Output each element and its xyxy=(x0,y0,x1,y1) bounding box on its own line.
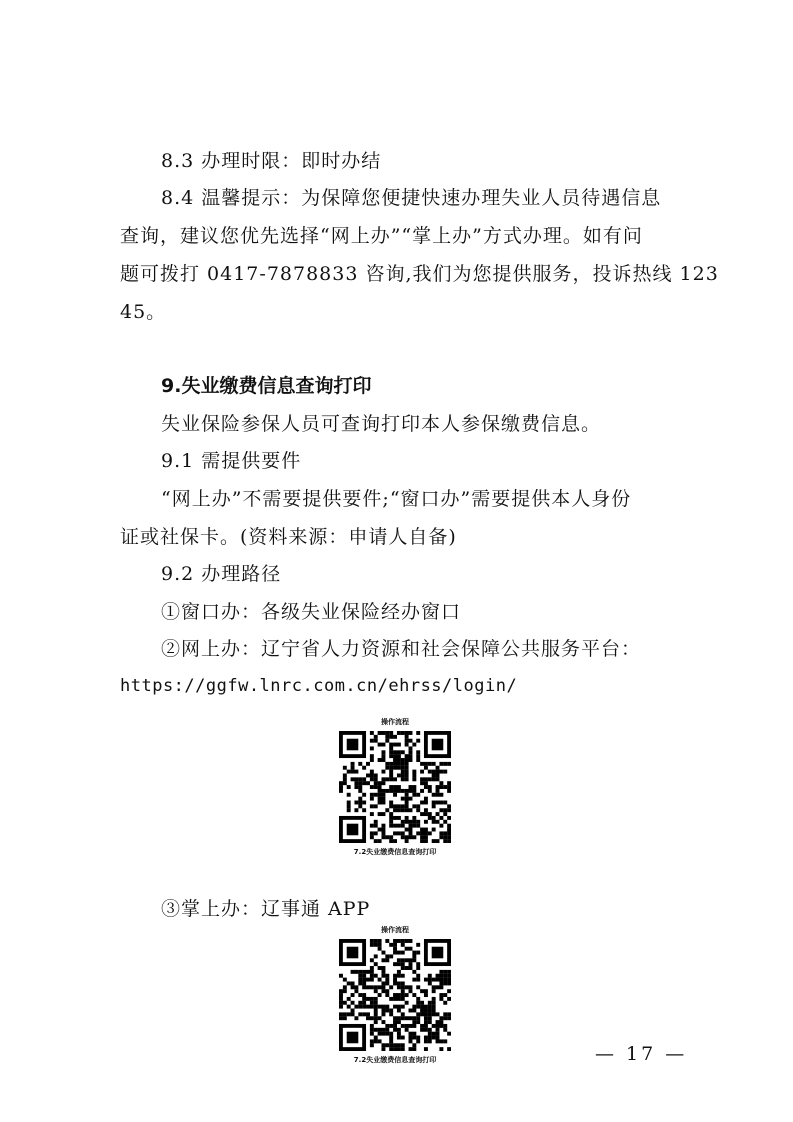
qr-top-caption: 操作流程 xyxy=(381,718,409,726)
section-9-title: 9.失业缴费信息查询打印 xyxy=(161,375,372,397)
qr-code-block-app xyxy=(331,925,459,1065)
section-9-2-item-3: ③掌上办：辽事通 APP xyxy=(161,898,371,920)
qr-code-block-web xyxy=(331,717,459,857)
qr-bottom-caption: 7.2失业缴费信息查询打印 xyxy=(353,1056,437,1064)
section-8-4-line-1: 8.4 温馨提示：为保障您便捷快速办理失业人员待遇信息 xyxy=(161,187,662,209)
section-9-1-line-2: 证或社保卡。(资料来源：申请人自备) xyxy=(120,526,457,548)
section-9-2-title: 9.2 办理路径 xyxy=(161,563,282,585)
section-8-4-line-4: 45。 xyxy=(120,301,167,323)
section-9-2-item-2: ②网上办：辽宁省人力资源和社会保障公共服务平台： xyxy=(161,638,642,660)
section-8-3: 8.3 办理时限：即时办结 xyxy=(161,150,382,172)
qr-bottom-caption: 7.2失业缴费信息查询打印 xyxy=(353,848,437,856)
qr-top-caption: 操作流程 xyxy=(381,926,409,934)
section-8-4-line-3: 题可拨打 0417-7878833 咨询,我们为您提供服务，投诉热线 123 xyxy=(120,263,719,285)
page-number: — 17 — xyxy=(595,1043,688,1065)
qr-code-image xyxy=(339,731,451,843)
section-9-2-item-1: ①窗口办：各级失业保险经办窗口 xyxy=(161,601,462,623)
section-8-4-line-2: 查询，建议您优先选择“网上办”“掌上办”方式办理。如有问 xyxy=(120,225,643,247)
qr-code-image xyxy=(339,939,451,1051)
section-9-1-line-1: “网上办”不需要提供要件;“窗口办”需要提供本人身份 xyxy=(161,488,632,510)
section-9-1-title: 9.1 需提供要件 xyxy=(161,450,302,472)
service-url-link[interactable]: https://ggfw.lnrc.com.cn/ehrss/login/ xyxy=(120,676,518,696)
section-9-description: 失业保险参保人员可查询打印本人参保缴费信息。 xyxy=(161,413,602,435)
